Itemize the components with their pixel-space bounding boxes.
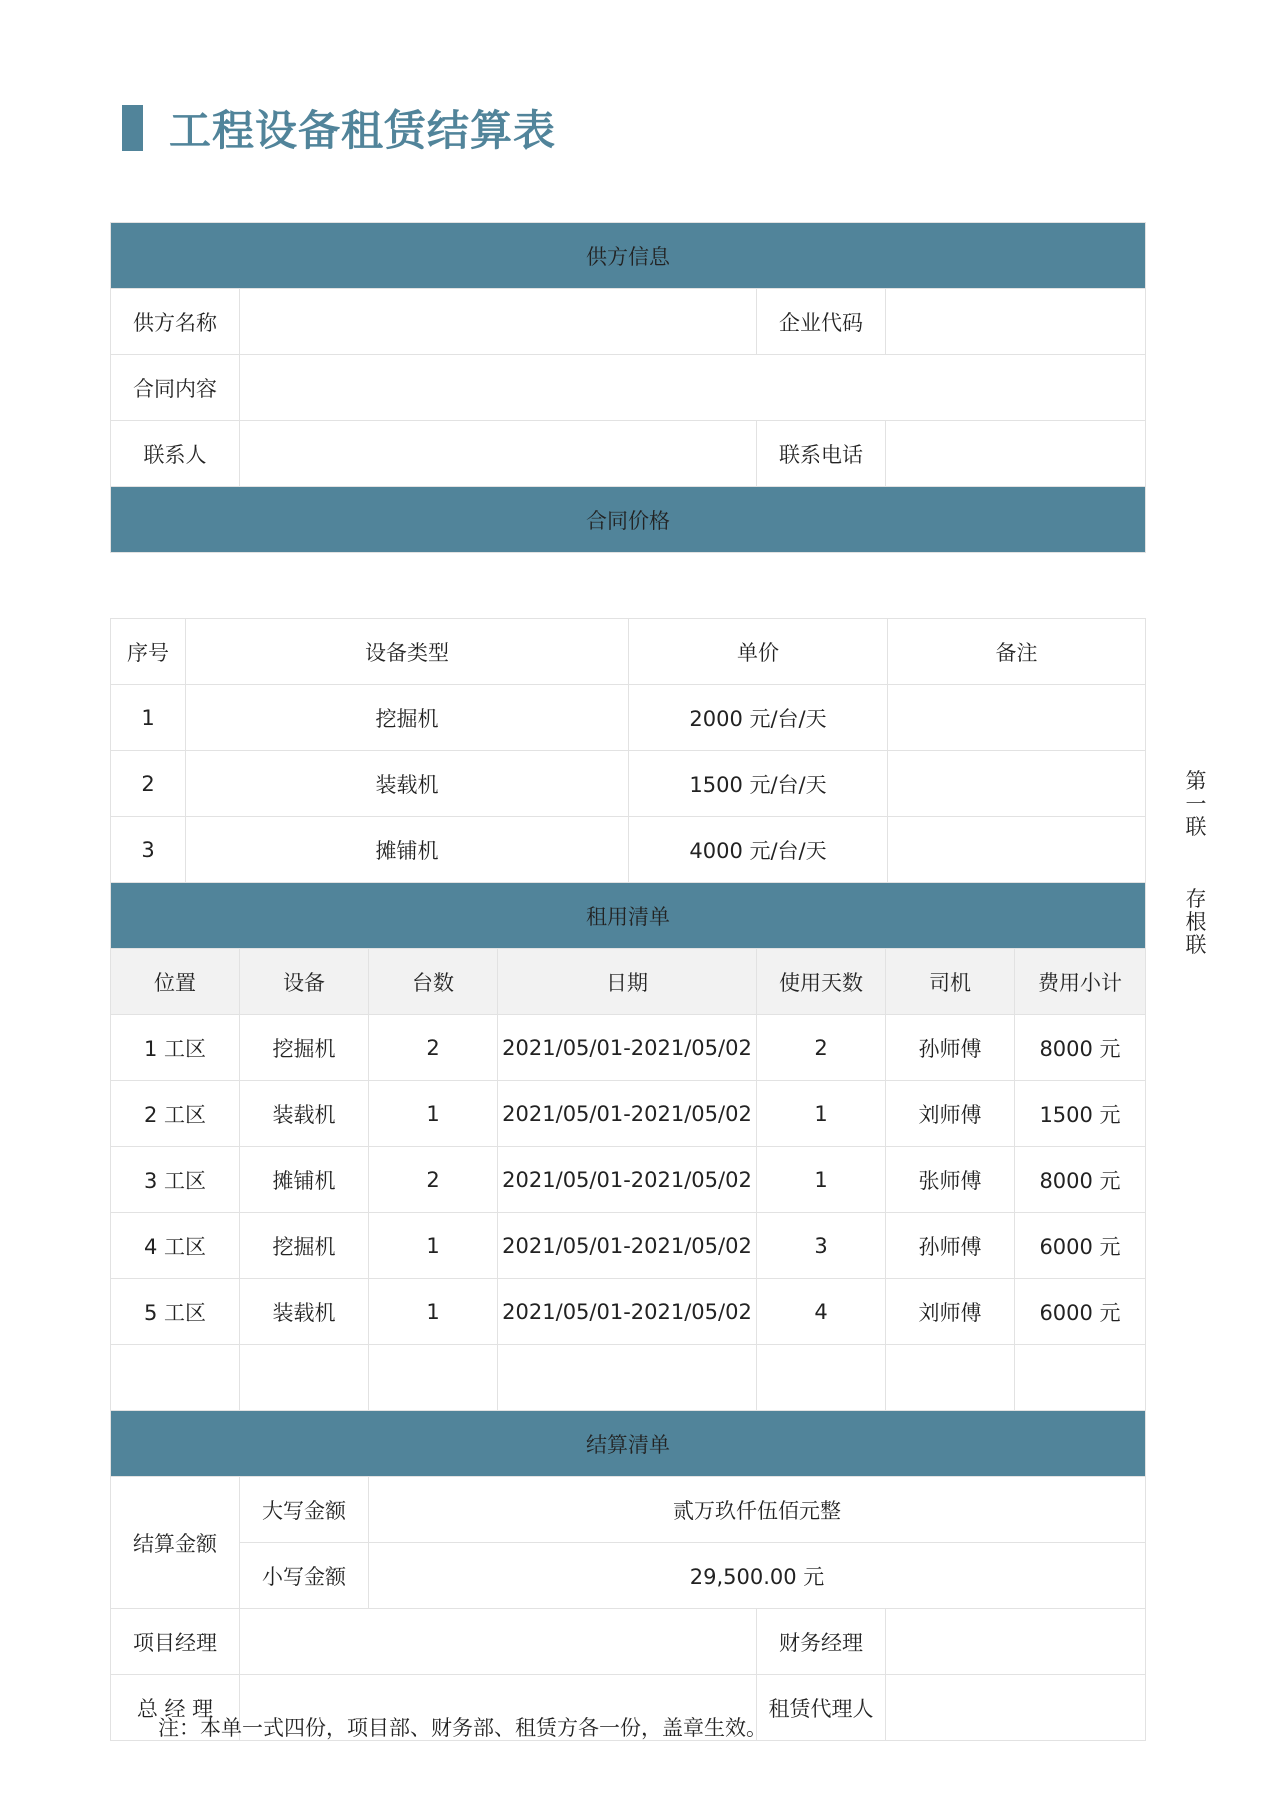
rental-driver: 刘师傅 bbox=[886, 1081, 1015, 1147]
rental-driver: 刘师傅 bbox=[886, 1279, 1015, 1345]
header-date: 日期 bbox=[498, 949, 757, 1015]
amount-upper-value: 贰万玖仟伍佰元整 bbox=[369, 1477, 1146, 1543]
price-type: 装载机 bbox=[186, 751, 629, 817]
rental-row bbox=[111, 1081, 1146, 1147]
header-unit-price: 单价 bbox=[629, 619, 888, 685]
rental-subtotal: 1500 元 bbox=[1015, 1081, 1146, 1147]
rental-quantity: 1 bbox=[369, 1081, 498, 1147]
header-equipment: 设备 bbox=[240, 949, 369, 1015]
rental-subtotal: 6000 元 bbox=[1015, 1213, 1146, 1279]
footer-note: 注：本单一式四份，项目部、财务部、租赁方各一份，盖章生效。 bbox=[158, 1716, 767, 1740]
header-location: 位置 bbox=[111, 949, 240, 1015]
rental-quantity: 2 bbox=[369, 1015, 498, 1081]
rental-equipment: 装载机 bbox=[240, 1279, 369, 1345]
rental-driver: 孙师傅 bbox=[886, 1213, 1015, 1279]
rental-date: 2021/05/01-2021/05/02 bbox=[498, 1081, 757, 1147]
contact-phone-label: 联系电话 bbox=[757, 421, 886, 487]
side-label-copy-number: 第一联 bbox=[1185, 769, 1207, 839]
contract-price-table bbox=[110, 618, 1146, 883]
contract-content-field[interactable] bbox=[240, 355, 1146, 421]
rental-quantity: 1 bbox=[369, 1213, 498, 1279]
rental-row bbox=[111, 1015, 1146, 1081]
rental-equipment: 挖掘机 bbox=[240, 1213, 369, 1279]
price-remark[interactable] bbox=[888, 817, 1146, 883]
finance-manager-label: 财务经理 bbox=[757, 1609, 886, 1675]
finance-manager-field[interactable] bbox=[886, 1609, 1146, 1675]
price-type: 摊铺机 bbox=[186, 817, 629, 883]
rental-row-empty bbox=[111, 1345, 1146, 1411]
header-subtotal: 费用小计 bbox=[1015, 949, 1146, 1015]
contact-person-field[interactable] bbox=[240, 421, 757, 487]
price-value: 1500 元/台/天 bbox=[629, 751, 888, 817]
rental-row bbox=[111, 1213, 1146, 1279]
supplier-name-label: 供方名称 bbox=[111, 289, 240, 355]
rental-location: 3 工区 bbox=[111, 1147, 240, 1213]
rental-quantity: 2 bbox=[369, 1147, 498, 1213]
amount-lower-value: 29,500.00 元 bbox=[369, 1543, 1146, 1609]
rental-location: 5 工区 bbox=[111, 1279, 240, 1345]
price-type: 挖掘机 bbox=[186, 685, 629, 751]
price-value: 4000 元/台/天 bbox=[629, 817, 888, 883]
rental-equipment[interactable] bbox=[240, 1345, 369, 1411]
project-manager-label: 项目经理 bbox=[111, 1609, 240, 1675]
lease-agent-field[interactable] bbox=[886, 1675, 1146, 1741]
contact-person-label: 联系人 bbox=[111, 421, 240, 487]
rental-location: 4 工区 bbox=[111, 1213, 240, 1279]
section-header-contract-price: 合同价格 bbox=[111, 487, 1146, 553]
contract-content-label: 合同内容 bbox=[111, 355, 240, 421]
rental-row bbox=[111, 1147, 1146, 1213]
price-row bbox=[111, 817, 1146, 883]
rental-subtotal: 8000 元 bbox=[1015, 1015, 1146, 1081]
rental-days: 1 bbox=[757, 1147, 886, 1213]
contact-phone-field[interactable] bbox=[886, 421, 1146, 487]
rental-driver: 孙师傅 bbox=[886, 1015, 1015, 1081]
price-serial: 1 bbox=[111, 685, 186, 751]
rental-days: 4 bbox=[757, 1279, 886, 1345]
price-serial: 2 bbox=[111, 751, 186, 817]
rental-date: 2021/05/01-2021/05/02 bbox=[498, 1279, 757, 1345]
rental-date: 2021/05/01-2021/05/02 bbox=[498, 1213, 757, 1279]
rental-quantity[interactable] bbox=[369, 1345, 498, 1411]
rental-equipment: 摊铺机 bbox=[240, 1147, 369, 1213]
section-header-supplier: 供方信息 bbox=[111, 223, 1146, 289]
header-days: 使用天数 bbox=[757, 949, 886, 1015]
title-block bbox=[122, 104, 557, 155]
rental-date: 2021/05/01-2021/05/02 bbox=[498, 1147, 757, 1213]
company-code-field[interactable] bbox=[886, 289, 1146, 355]
amount-upper-label: 大写金额 bbox=[240, 1477, 369, 1543]
rental-subtotal: 6000 元 bbox=[1015, 1279, 1146, 1345]
project-manager-field[interactable] bbox=[240, 1609, 757, 1675]
settlement-amount-label: 结算金额 bbox=[111, 1477, 240, 1609]
header-quantity: 台数 bbox=[369, 949, 498, 1015]
rental-driver: 张师傅 bbox=[886, 1147, 1015, 1213]
general-manager-label: 总 经 理 bbox=[111, 1675, 240, 1741]
rental-days: 1 bbox=[757, 1081, 886, 1147]
rental-row bbox=[111, 1279, 1146, 1345]
section-header-rental-list: 租用清单 bbox=[111, 883, 1146, 949]
header-driver: 司机 bbox=[886, 949, 1015, 1015]
rental-subtotal: 8000 元 bbox=[1015, 1147, 1146, 1213]
rental-location[interactable] bbox=[111, 1345, 240, 1411]
rental-driver[interactable] bbox=[886, 1345, 1015, 1411]
lease-agent-label: 租赁代理人 bbox=[757, 1675, 886, 1741]
rental-equipment: 挖掘机 bbox=[240, 1015, 369, 1081]
rental-date: 2021/05/01-2021/05/02 bbox=[498, 1015, 757, 1081]
section-header-settlement: 结算清单 bbox=[111, 1411, 1146, 1477]
price-serial: 3 bbox=[111, 817, 186, 883]
settlement-sheet bbox=[110, 222, 1146, 553]
rental-equipment: 装载机 bbox=[240, 1081, 369, 1147]
rental-days: 2 bbox=[757, 1015, 886, 1081]
rental-subtotal[interactable] bbox=[1015, 1345, 1146, 1411]
price-remark[interactable] bbox=[888, 751, 1146, 817]
title-accent-bar bbox=[122, 105, 143, 151]
price-remark[interactable] bbox=[888, 685, 1146, 751]
rental-days: 3 bbox=[757, 1213, 886, 1279]
rental-date[interactable] bbox=[498, 1345, 757, 1411]
company-code-label: 企业代码 bbox=[757, 289, 886, 355]
rental-days[interactable] bbox=[757, 1345, 886, 1411]
page-title: 工程设备租赁结算表 bbox=[169, 106, 557, 155]
supplier-name-field[interactable] bbox=[240, 289, 757, 355]
side-label-copy-type: 存根联 bbox=[1185, 887, 1207, 957]
rental-location: 2 工区 bbox=[111, 1081, 240, 1147]
header-remark: 备注 bbox=[888, 619, 1146, 685]
price-row bbox=[111, 685, 1146, 751]
header-serial: 序号 bbox=[111, 619, 186, 685]
amount-lower-label: 小写金额 bbox=[240, 1543, 369, 1609]
rental-location: 1 工区 bbox=[111, 1015, 240, 1081]
rental-quantity: 1 bbox=[369, 1279, 498, 1345]
rental-list-table bbox=[110, 882, 1146, 1741]
price-row bbox=[111, 751, 1146, 817]
price-value: 2000 元/台/天 bbox=[629, 685, 888, 751]
header-equipment-type: 设备类型 bbox=[186, 619, 629, 685]
